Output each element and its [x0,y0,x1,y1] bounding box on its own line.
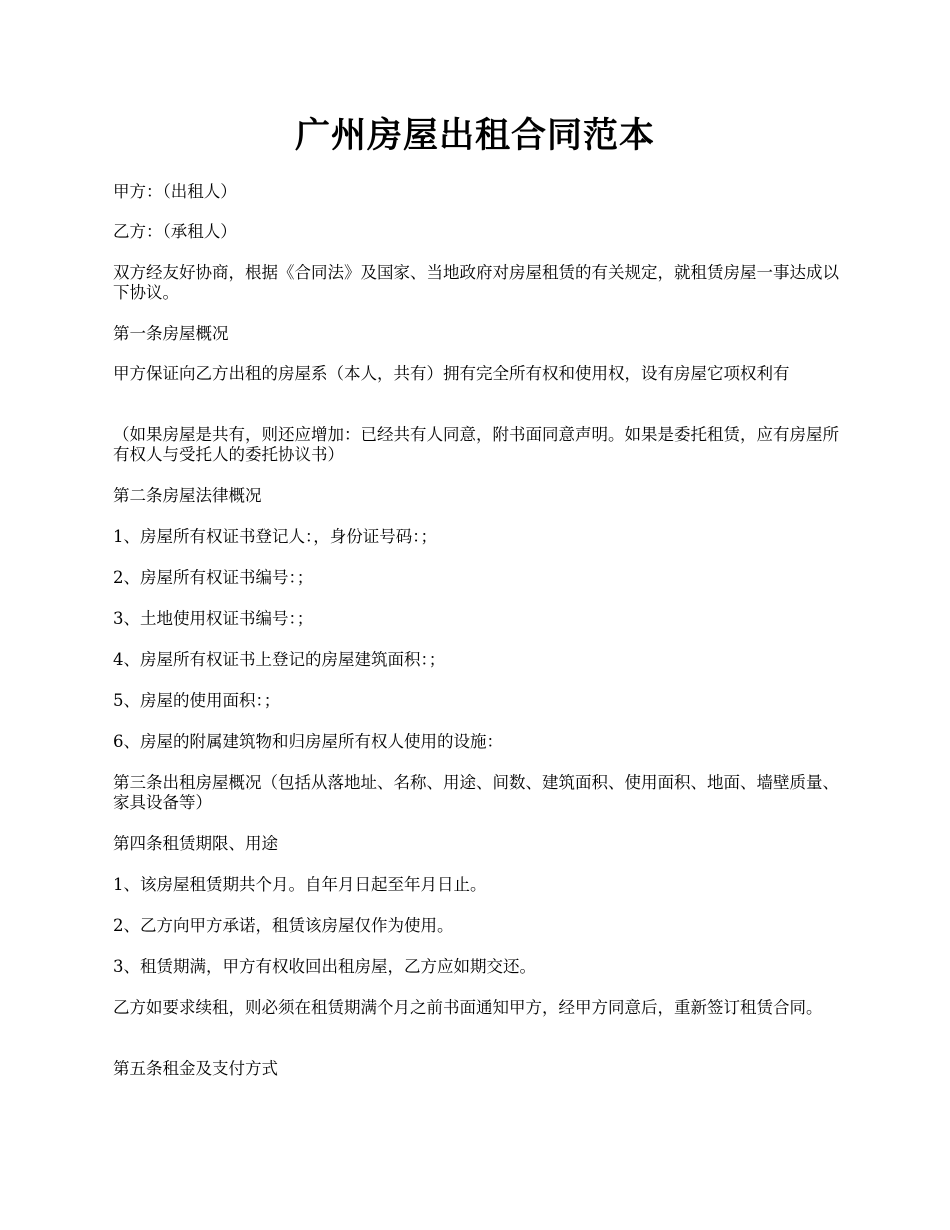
party-b-line: 乙方：（承租人） [113,222,237,241]
article-2-item-5: 5、房屋的使用面积：； [113,691,281,710]
article-1-note: （如果房屋是共有，则还应增加：已经共有人同意，附书面同意声明。如果是委托租赁，应有房屋所有权人与受托人的委托协议书） [113,425,839,464]
article-4-heading: 第四条租赁期限、用途 [113,834,278,853]
article-3-heading: 第三条出租房屋概况（包括从落地址、名称、用途、间数、建筑面积、使用面积、地面、墙壁质量、家具设备等） [113,773,839,812]
party-a-line: 甲方：（出租人） [113,182,237,201]
article-1-heading: 第一条房屋概况 [113,324,229,343]
preamble-paragraph: 双方经友好协商，根据《合同法》及国家、当地政府对房屋租赁的有关规定，就租赁房屋一事达成以下协议。 [113,263,839,302]
article-1-body: 甲方保证向乙方出租的房屋系（本人，共有）拥有完全所有权和使用权，设有房屋它项权利有 [113,364,790,383]
article-2-item-1: 1、房屋所有权证书登记人：，身份证号码：； [113,527,437,546]
article-4-item-2: 2、乙方向甲方承诺，租赁该房屋仅作为使用。 [113,916,454,935]
article-5-heading: 第五条租金及支付方式 [113,1059,278,1078]
article-2-item-6: 6、房屋的附属建筑物和归房屋所有权人使用的设施： [113,732,503,751]
article-4-item-1: 1、该房屋租赁期共个月。自年月日起至年月日止。 [113,875,487,894]
article-2-item-3: 3、土地使用权证书编号：； [113,609,314,628]
article-4-renewal: 乙方如要求续租，则必须在租赁期满个月之前书面通知甲方，经甲方同意后，重新签订租赁合同。 [113,998,823,1017]
article-4-item-3: 3、租赁期满，甲方有权收回出租房屋，乙方应如期交还。 [113,957,536,976]
article-2-item-4: 4、房屋所有权证书上登记的房屋建筑面积：； [113,650,446,669]
article-2-heading: 第二条房屋法律概况 [113,486,262,505]
article-2-item-2: 2、房屋所有权证书编号：； [113,568,314,587]
document-title: 广州房屋出租合同范本 [294,115,655,156]
